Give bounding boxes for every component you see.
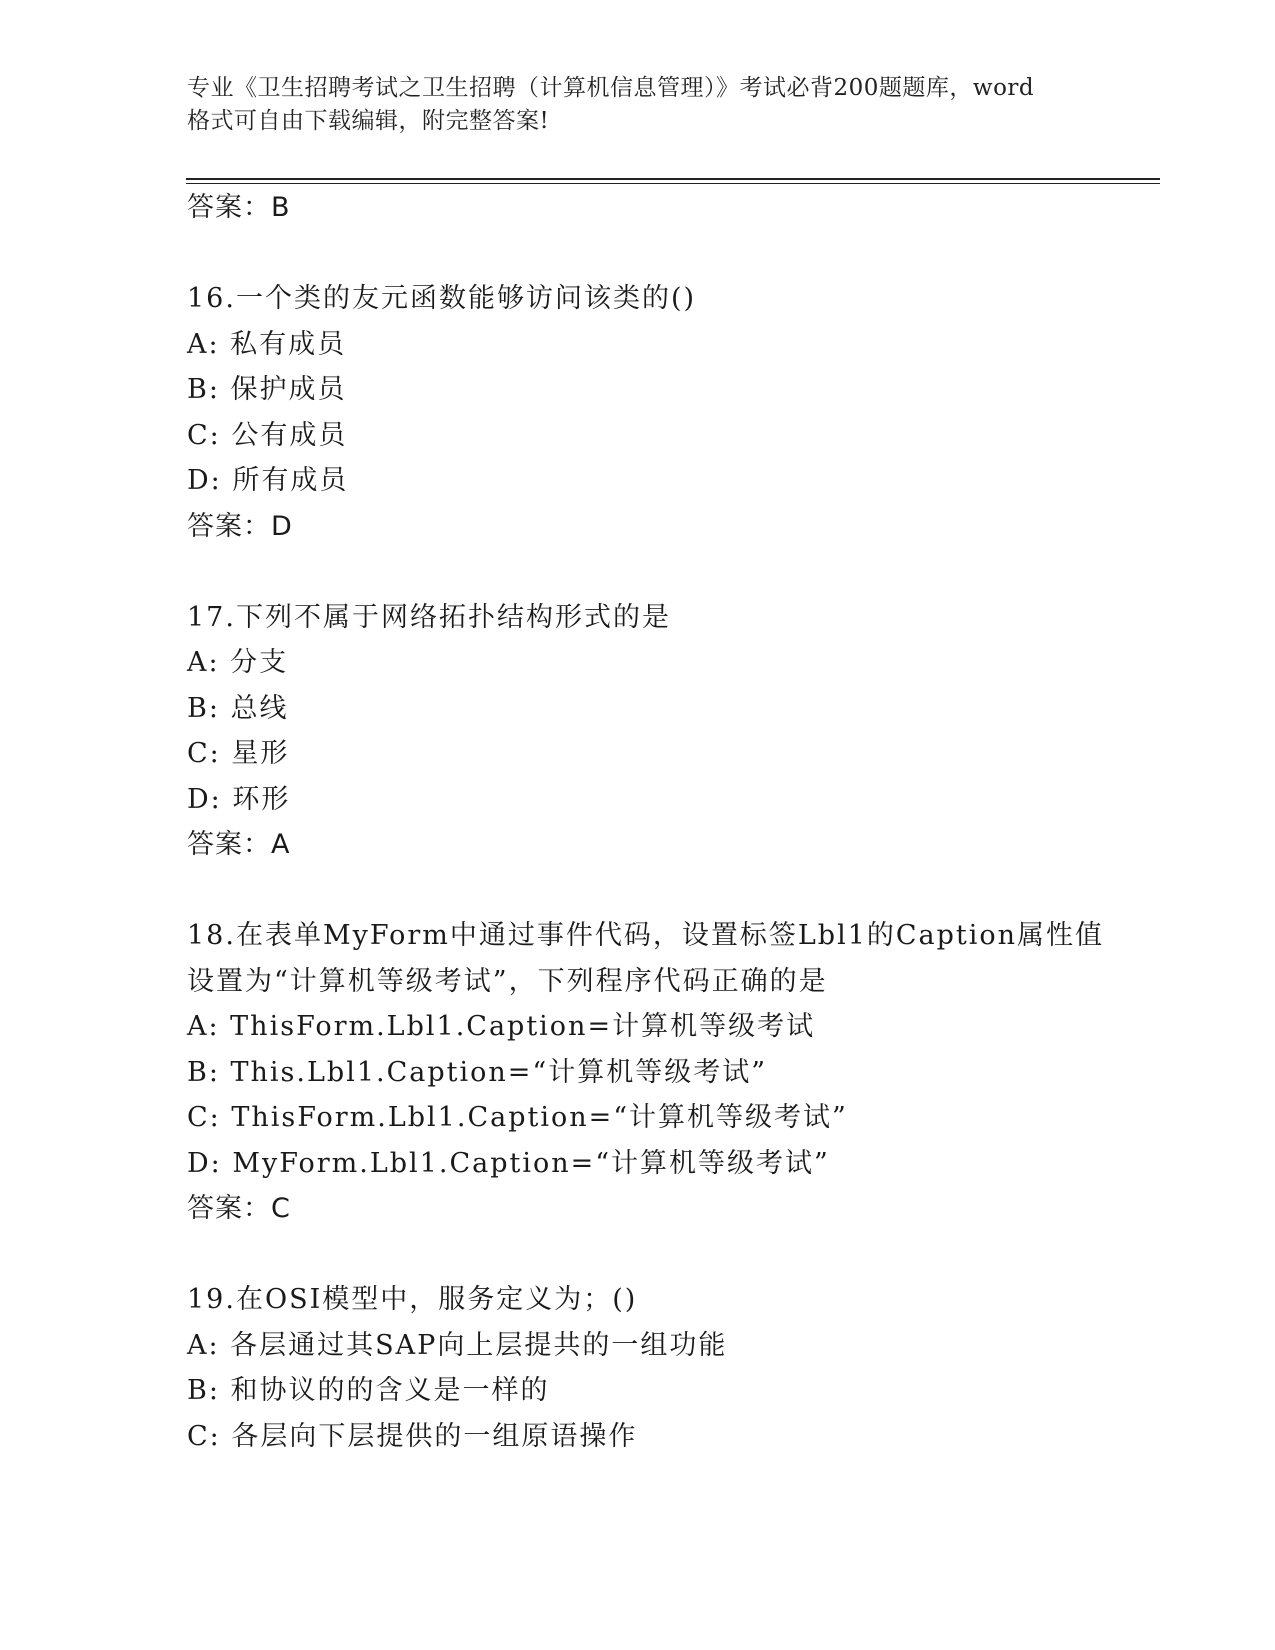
option-d: D: 所有成员 <box>187 465 349 496</box>
option-d: D: 环形 <box>187 783 291 815</box>
option-b: B: This.Lbl1.Caption=“计算机等级考试” <box>187 1056 768 1088</box>
answer-line: 答案：B <box>187 192 291 223</box>
header-divider-thin <box>186 183 1160 184</box>
question-text-line-1: 18.在表单MyForm中通过事件代码，设置标签Lbl1的Caption属性值 <box>187 920 1105 951</box>
question-18 <box>187 913 1147 1232</box>
option-d: D: MyForm.Lbl1.Caption=“计算机等级考试” <box>187 1147 830 1179</box>
option-b: B: 和协议的的含义是一样的 <box>187 1375 550 1406</box>
option-a: A: ThisForm.Lbl1.Caption=计算机等级考试 <box>187 1011 816 1042</box>
option-a: A: 私有成员 <box>187 328 347 360</box>
option-c: C: 公有成员 <box>187 419 348 451</box>
option-a: A: 分支 <box>187 647 289 678</box>
option-c: C: ThisForm.Lbl1.Caption=“计算机等级考试” <box>187 1102 848 1133</box>
question-text: 16.一个类的友元函数能够访问该类的() <box>187 283 697 314</box>
question-list <box>187 185 1147 1459</box>
answer-line: 答案：C <box>187 1193 291 1224</box>
question-text-line-2: 设置为“计算机等级考试”，下列程序代码正确的是 <box>187 965 828 997</box>
spacer <box>187 1232 1147 1278</box>
header-line-1: 专业《卫生招聘考试之卫生招聘（计算机信息管理）》考试必背200题题库，word <box>187 75 1035 101</box>
document-header <box>187 72 1087 138</box>
answer-line: 答案：D <box>187 510 293 542</box>
option-c: C: 各层向下层提供的一组原语操作 <box>187 1420 638 1452</box>
option-b: B: 保护成员 <box>187 374 347 405</box>
question-19 <box>187 1277 1147 1459</box>
answer-line: 答案：A <box>187 829 291 860</box>
spacer <box>187 231 1147 277</box>
question-16 <box>187 276 1147 549</box>
option-c: C: 星形 <box>187 738 290 769</box>
spacer <box>187 549 1147 595</box>
option-a: A: 各层通过其SAP向上层提共的一组功能 <box>187 1329 728 1361</box>
option-b: B: 总线 <box>187 692 289 724</box>
header-divider-thick <box>186 178 1160 180</box>
question-text: 17.下列不属于网络拓扑结构形式的是 <box>187 601 671 633</box>
spacer <box>187 868 1147 914</box>
question-17 <box>187 595 1147 868</box>
header-line-2: 格式可自由下载编辑，附完整答案! <box>187 108 550 134</box>
question-text: 19.在OSI模型中，服务定义为；() <box>187 1284 638 1315</box>
